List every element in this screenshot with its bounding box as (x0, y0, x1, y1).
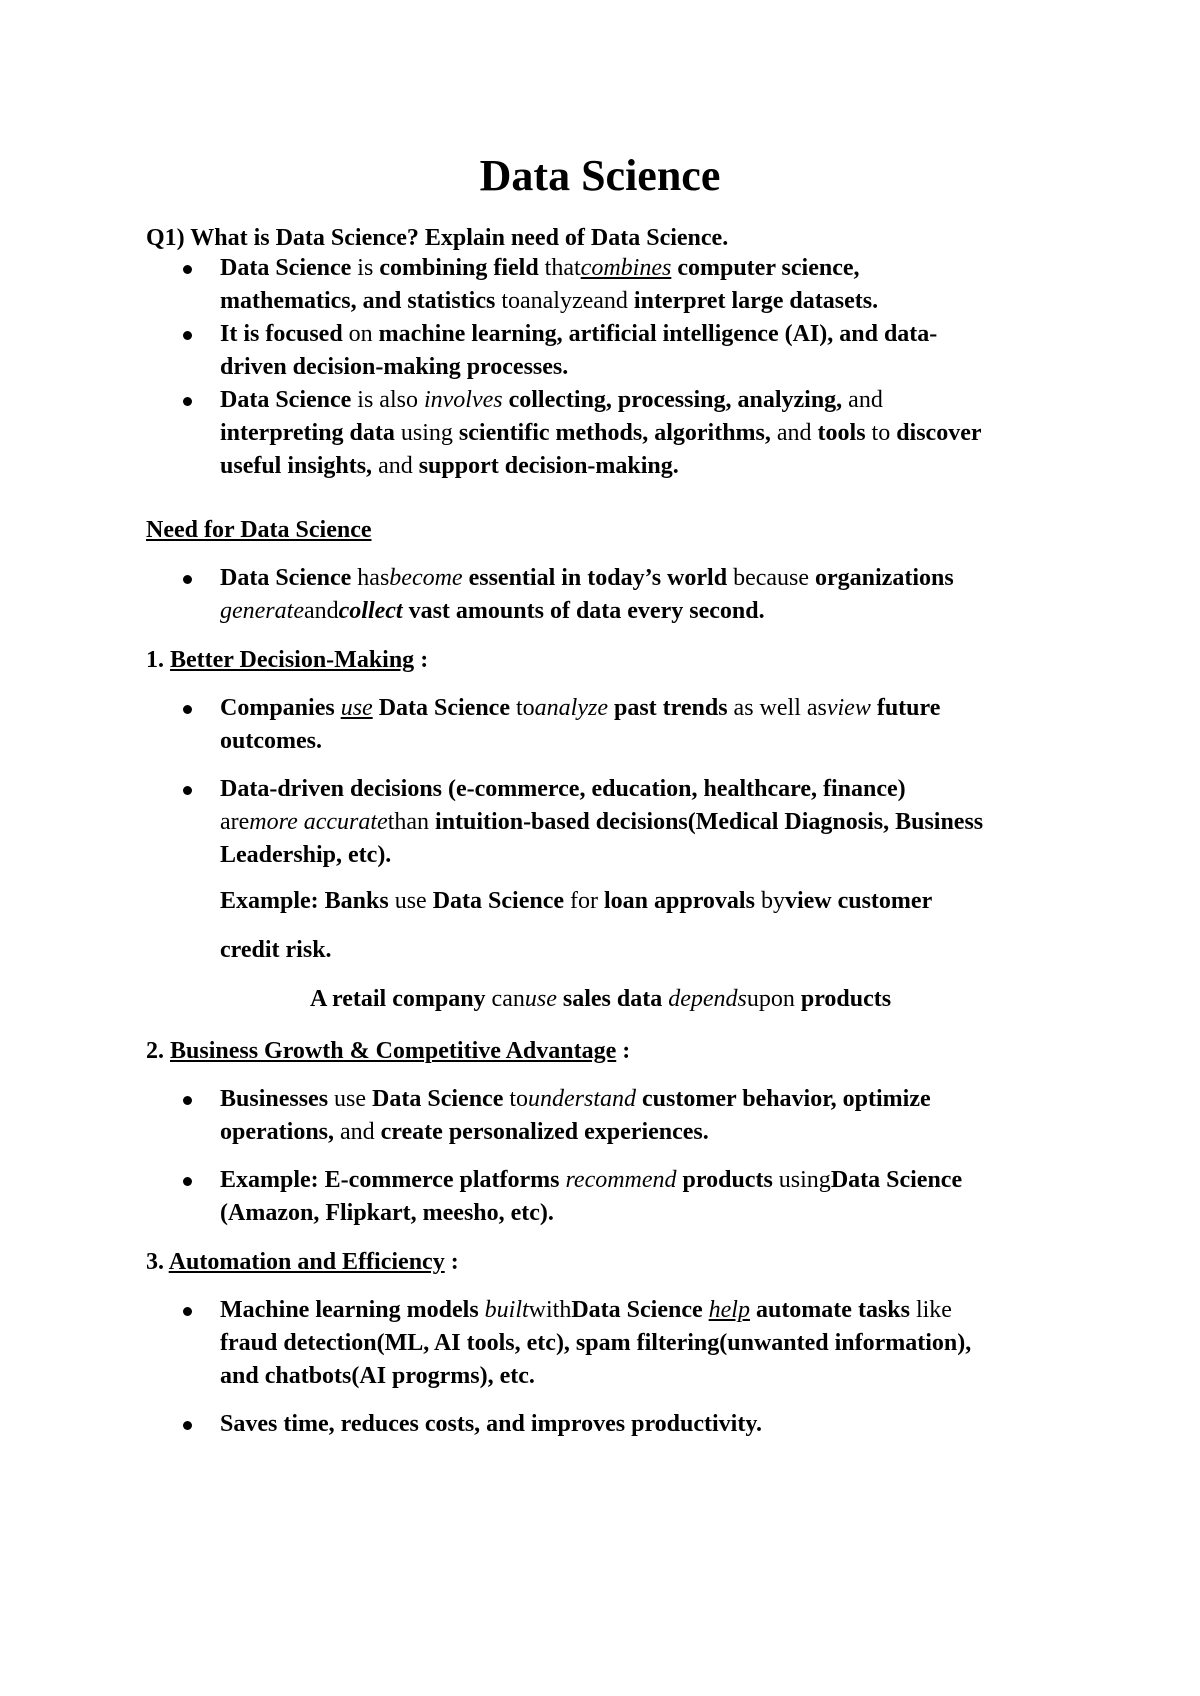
bullet-dot (183, 265, 192, 274)
page-title: Data Science (479, 151, 721, 200)
section-heading-2: 2. Business Growth & Competitive Advantage : (146, 1038, 631, 1064)
s1-example-line-3: A retail company canuse sales data dependsupon products (310, 986, 892, 1012)
section-heading-1: 1. Better Decision-Making : (146, 647, 429, 673)
bullet-dot (183, 331, 192, 340)
section-heading-3: 3. Automation and Efficiency : (146, 1249, 459, 1275)
bullet-dot (183, 1096, 192, 1105)
bullet-dot (183, 705, 192, 714)
bullet-dot (183, 1307, 192, 1316)
bullet-dot (183, 1421, 192, 1430)
section-heading-need: Need for Data Science (146, 517, 372, 543)
s1-example-line-1: Example: Banks use Data Science for loan approvals byview customer (220, 888, 933, 914)
s1-example-line-2: credit risk. (220, 937, 332, 963)
bullet-dot (183, 575, 192, 584)
bullet-dot (183, 786, 192, 795)
bullet-dot (183, 397, 192, 406)
bullet-dot (183, 1177, 192, 1186)
question-heading: Q1) What is Data Science? Explain need of Data Science. (146, 225, 729, 251)
document-page: Data Science Q1) What is Data Science? Explain need of Data Science. Data Science is combining field thatcombines computer science, mathematics, and statistics toanalyzeand interpret large datasets. It is focused on machine learning, artificial intelligence (AI), and data- driven decision-making processes. Data Science is also involves collecting, processing, analyzing, and interpreting data using scientific methods, algorithms, and tools to discover useful insights, and support decision-making. Need for Data Science Data Science hasbecome essential in today’s world because organizations generateandcollect vast amounts of data every second. 1. Better Decision-Making : Companies use Data Science toanalyze past trends as well asview future outcomes. Data-driven decisions (e-commerce, education, healthcare, finance) aremore accuratethan intuition-based decisions(Medical Diagnosis, Business Leadership, etc). Example: Banks use Data Science for loan approvals byview customer credit risk. A retail company canuse sales data dependsupon products 2. Business Growth & Competitive Advantage : Businesses use Data Science tounderstand customer behavior, optimize operations, and create personalized experiences. Example: E-commerce platforms recommend products usingData Science (Amazon, Flipkart, meesho, etc). 3. Automation and Efficiency : Machine learning models builtwithData Science help automate tasks like fraud detection(ML, AI tools, etc), spam filtering(unwanted information), and chatbots(AI progrms), etc. Saves time, reduces costs, and improves productivity. (0, 0, 1200, 1696)
